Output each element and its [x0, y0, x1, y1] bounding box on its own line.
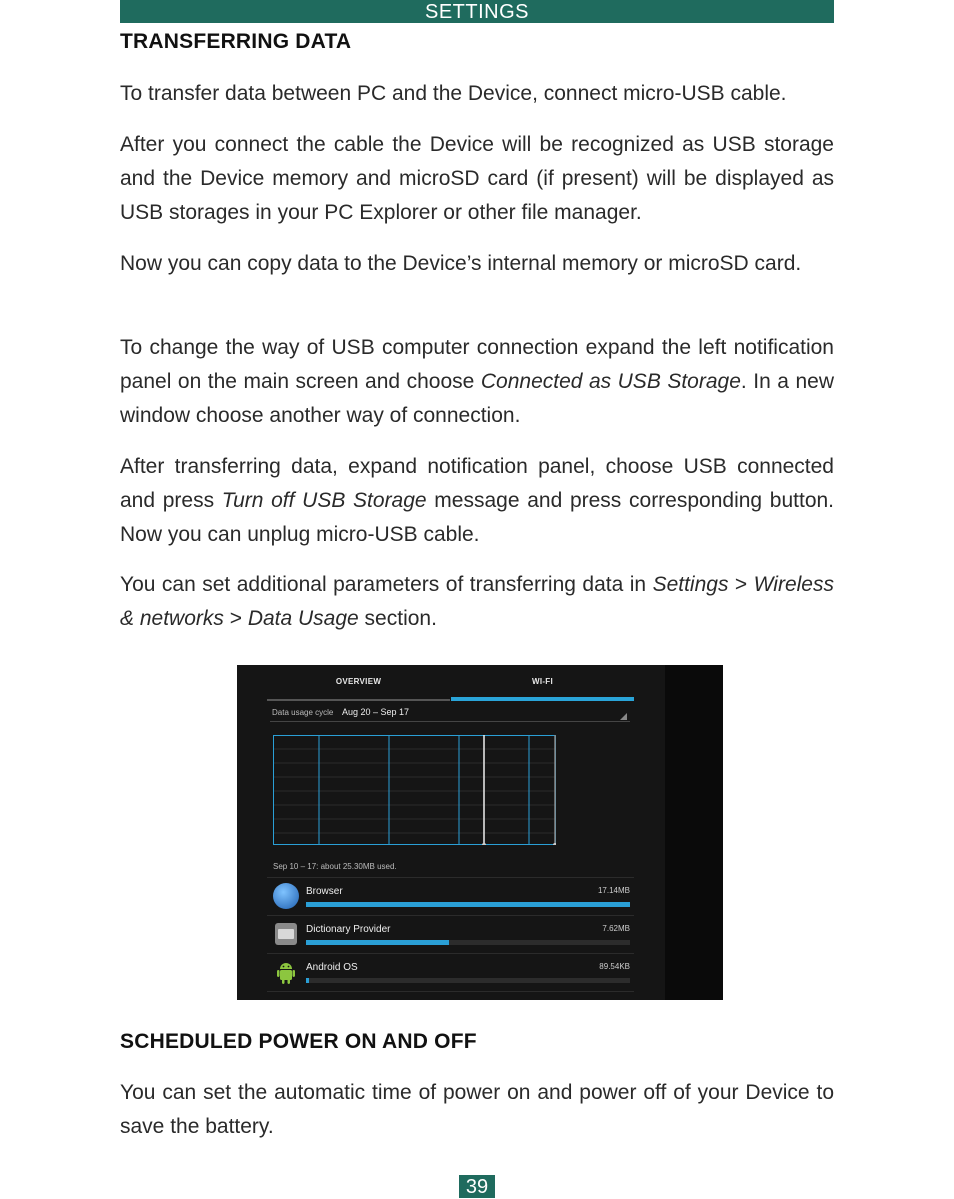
app-row-dictionary-provider[interactable]: [267, 915, 634, 954]
paragraph-change-connection: [120, 331, 834, 433]
app-usage-fill: [306, 940, 449, 945]
screenshot-side-area: [665, 665, 723, 1000]
usage-summary: Sep 10 – 17: about 25.30MB used.: [273, 862, 397, 871]
data-usage-screenshot: [237, 665, 723, 1000]
paragraph-data-usage-settings: [120, 568, 834, 636]
tab-overview-underline: [267, 699, 450, 701]
android-icon: [273, 959, 299, 985]
paragraph-scheduled-power: You can set the automatic time of power on and power off of your Device to save the battery.: [120, 1081, 834, 1138]
keyboard-icon: [275, 923, 297, 945]
paragraph-text: After transferring data, expand notification panel, choose USB connected and press: [120, 455, 834, 512]
data-usage-panel: [237, 665, 665, 1000]
dropdown-arrow-icon[interactable]: [620, 713, 627, 720]
paragraph-text: message and press corresponding button. Now you can unplug micro-USB cable.: [120, 489, 835, 546]
cycle-label: Data usage cycle: [272, 708, 334, 717]
paragraph-usb-storage: After you connect the cable the Device will be recognized as USB storage and the Device memory and microSD card (if present) will be displayed as USB storages in your PC Explorer or other file manager.: [120, 133, 834, 224]
section-heading-scheduled-power: SCHEDULED POWER ON AND OFF: [120, 1030, 477, 1053]
cycle-underline: [270, 721, 630, 722]
app-size: 17.14MB: [597, 886, 630, 895]
tab-overview[interactable]: OVERVIEW: [335, 677, 382, 686]
paragraph-text: . In a new window choose another way of connection.: [120, 370, 835, 427]
paragraph-text: You can set additional parameters of transferring data in: [120, 573, 653, 596]
app-usage-bar: [306, 940, 630, 945]
globe-icon: [273, 883, 299, 909]
app-size: 89.54KB: [599, 962, 630, 971]
page-number: 39: [459, 1175, 495, 1198]
app-usage-fill: [306, 902, 630, 907]
usage-graph: [273, 735, 556, 845]
paragraph-turn-off-storage: [120, 450, 834, 552]
app-name: Browser: [306, 886, 343, 897]
app-size: 7.62MB: [602, 924, 630, 933]
tab-wifi-underline: [451, 697, 634, 701]
graph-frame: [274, 736, 556, 845]
paragraph-connect-cable: To transfer data between PC and the Device, connect micro-USB cable.: [120, 82, 787, 105]
app-row-partial: [267, 991, 634, 1000]
app-row-browser[interactable]: [267, 877, 634, 916]
section-heading-transferring-data: TRANSFERRING DATA: [120, 30, 352, 53]
paragraph-copy-data: Now you can copy data to the Device’s internal memory or microSD card.: [120, 252, 802, 275]
separator: >: [223, 607, 248, 630]
app-row-android-os[interactable]: [267, 953, 634, 992]
menu-reference: Turn off USB Storage: [221, 489, 427, 512]
menu-reference: Data Usage: [247, 607, 359, 630]
range-start-knob[interactable]: [482, 843, 486, 845]
menu-reference: Connected as USB Storage: [480, 370, 741, 393]
cycle-value[interactable]: Aug 20 – Sep 17: [342, 707, 410, 717]
graph-gridlines: [273, 749, 556, 833]
paragraph-text: To change the way of USB computer connection expand the left notification panel on the main screen and choose: [120, 336, 834, 393]
app-usage-bar: [306, 902, 630, 907]
app-usage-fill: [306, 978, 309, 983]
running-header: SETTINGS: [120, 0, 834, 23]
menu-reference: Settings: [652, 573, 729, 596]
separator: >: [728, 573, 754, 596]
paragraph-text: section.: [358, 607, 437, 630]
app-name: Dictionary Provider: [306, 924, 391, 935]
tab-wifi[interactable]: WI-FI: [531, 677, 554, 686]
app-name: Android OS: [306, 962, 358, 973]
menu-reference: Wireless & networks: [120, 573, 834, 630]
range-end-knob[interactable]: [553, 843, 556, 845]
app-usage-bar: [306, 978, 630, 983]
